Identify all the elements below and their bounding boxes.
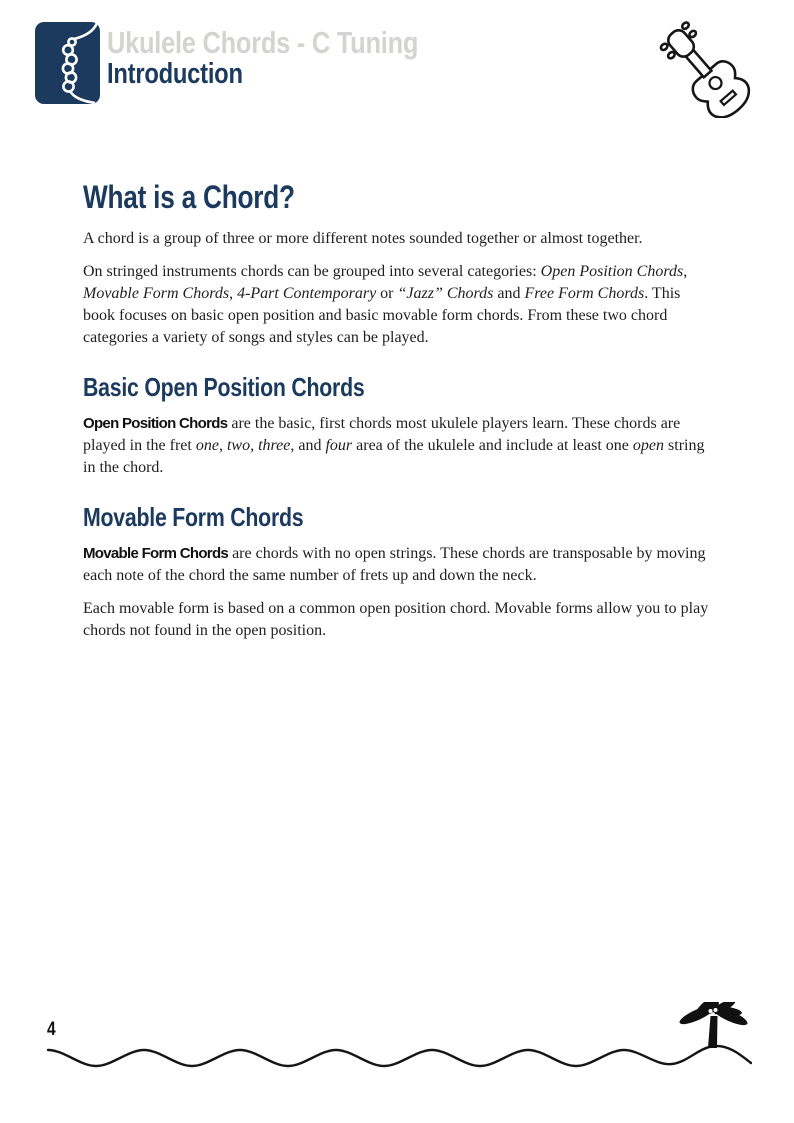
paragraph: On stringed instruments chords can be grouped into several categories: Open Position Chords, Movable Form Chords, 4-Part Contemporary or “Jazz” Chords and Free Form Chords. This book focuses on basic open position and basic movable form chords. From these two chord categories a variety of songs and styles can be played. [83, 263, 688, 346]
coil-scroll-icon [35, 22, 100, 104]
page-content [83, 180, 712, 653]
page-title: Introduction [107, 58, 243, 90]
ukulele-icon [648, 12, 754, 118]
paragraph: Each movable form is based on a common open position chord. Movable forms allow you to play chords not found in the open position. [83, 600, 709, 639]
section-what-is-a-chord [83, 180, 712, 349]
paragraph: Movable Form Chords are chords with no open strings. These chords are transposable by moving each note of the chord the same number of frets up and down the neck. [83, 545, 706, 584]
paragraph: Open Position Chords are the basic, first chords most ukulele players learn. These chords are played in the fret one, two, three, and four area of the ukulele and include at least one open string in the chord. [83, 415, 705, 476]
section-movable-form-chords [83, 503, 712, 642]
section-heading: Movable Form Chords [83, 502, 304, 532]
section-basic-open-position-chords [83, 373, 712, 479]
page-header [0, 0, 794, 130]
palm-tree-island-icon [46, 1002, 752, 1082]
section-heading: Basic Open Position Chords [83, 372, 365, 402]
title-block [107, 26, 486, 90]
book-title: Ukulele Chords - C Tuning [107, 25, 419, 60]
section-heading: What is a Chord? [83, 179, 295, 215]
paragraph: A chord is a group of three or more different notes sounded together or almost together. [83, 230, 643, 247]
page-number: 4 [47, 1019, 56, 1040]
palm-tree [678, 1002, 750, 1048]
